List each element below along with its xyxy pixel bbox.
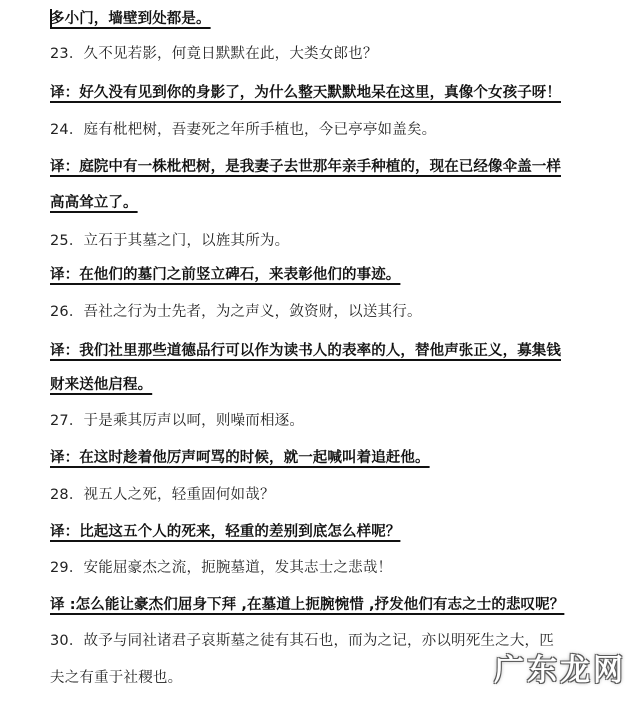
question-line-29: 29．安能屈豪杰之流，扼腕墓道，发其志士之悲哉！ (50, 560, 393, 576)
translation-line-24-cont: 高高耸立了。 (50, 195, 138, 211)
question-line-28: 28．视五人之死，轻重固何如哉？ (50, 487, 275, 503)
question-line-30-cont: 夫之有重于社稷也。 (50, 670, 183, 686)
translation-line-23: 译：好久没有见到你的身影了，为什么整天默默地呆在这里，真像个女孩子呀！ (50, 85, 561, 101)
translation-line-26: 译：我们社里那些道德品行可以作为读书人的表率的人，替他声张正义，募集钱 (50, 343, 561, 359)
question-line-27: 27．于是乘其厉声以呵，则噪而相逐。 (50, 413, 305, 429)
question-line-30: 30．故予与同社诸君子哀斯墓之徒有其石也，而为之记，亦以明死生之大，匹 (50, 633, 554, 649)
site-watermark: 广东龙网 (494, 653, 626, 688)
translation-line-25: 译：在他们的墓门之前竖立碑石，来表彰他们的事迹。 (50, 267, 401, 283)
translation-line-28: 译：比起这五个人的死来，轻重的差别到底怎么样呢？ (50, 524, 401, 540)
question-line-26: 26．吾社之行为士先者，为之声义，敛资财，以送其行。 (50, 304, 422, 320)
translation-line-26-cont: 财来送他启程。 (50, 377, 153, 393)
translation-line-29: 译 :怎么能让豪杰们屈身下拜 ,在墓道上扼腕惋惜 ,抒发他们有志之士的悲叹呢？ (50, 597, 565, 613)
question-line-25: 25．立石于其墓之门，以旌其所为。 (50, 233, 290, 249)
translation-line: 多小门，墙壁到处都是。 (50, 11, 211, 27)
translation-line-27: 译：在这时趁着他厉声呵骂的时候，就一起喊叫着追赶他。 (50, 450, 430, 466)
translation-line-24: 译：庭院中有一株枇杷树，是我妻子去世那年亲手种植的，现在已经像伞盖一样 (50, 159, 561, 175)
question-line-23: 23．久不见若影，何竟日默默在此，大类女郎也？ (50, 46, 378, 62)
question-line-24: 24．庭有枇杷树，吾妻死之年所手植也，今已亭亭如盖矣。 (50, 122, 437, 138)
